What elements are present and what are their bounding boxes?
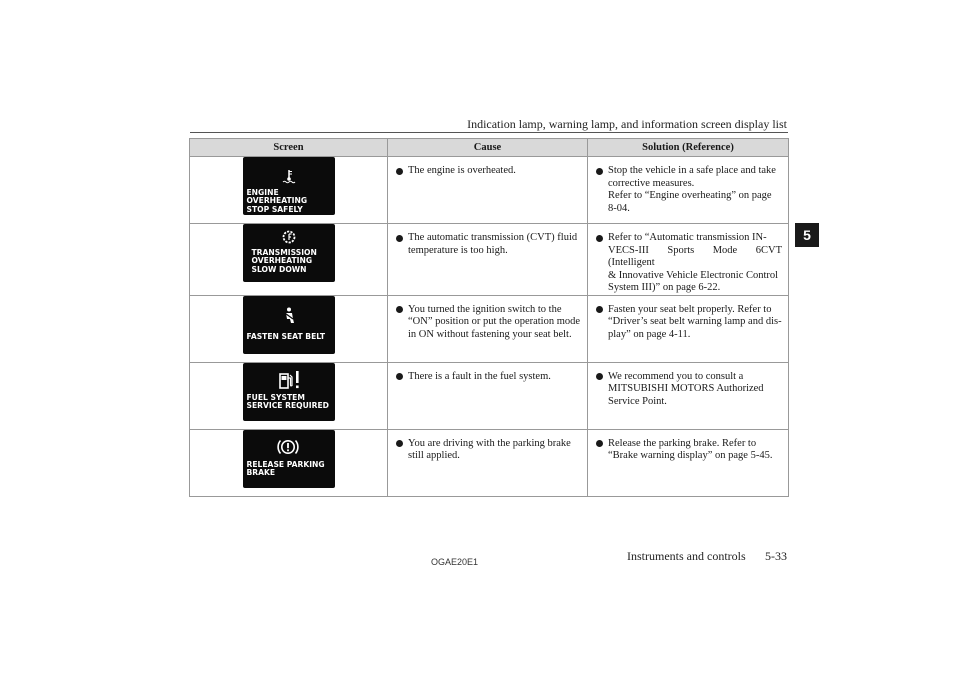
screen-line: BRAKE bbox=[246, 467, 276, 477]
bullet bbox=[396, 440, 403, 447]
cause-text: You turned the ignition switch to the bbox=[408, 303, 562, 315]
display-fuel-system bbox=[243, 363, 335, 421]
solution-text: Fasten your seat belt properly. Refer to bbox=[608, 303, 772, 315]
screen-line: TRANSMISSION bbox=[251, 248, 317, 257]
column-header-screen: Screen bbox=[190, 139, 388, 157]
table-row bbox=[190, 224, 789, 296]
running-header: Indication lamp, warning lamp, and information screen display list bbox=[467, 117, 787, 131]
cause-text: temperature is too high. bbox=[408, 244, 508, 256]
header-rule bbox=[190, 132, 788, 133]
bullet bbox=[596, 235, 603, 242]
screen-line: STOP SAFELY bbox=[246, 204, 303, 214]
solution-text: & Innovative Vehicle Electronic Control bbox=[608, 269, 779, 281]
bullet bbox=[596, 373, 603, 380]
bullet bbox=[396, 235, 403, 242]
solution-text: Stop the vehicle in a safe place and take bbox=[608, 165, 776, 176]
cause-text: in ON without fastening your seat belt. bbox=[408, 328, 572, 340]
solution-text: Refer to “Automatic transmission IN- bbox=[608, 232, 767, 243]
bullet bbox=[396, 306, 403, 313]
bullet bbox=[396, 168, 403, 175]
solution-text: Service Point. bbox=[608, 395, 667, 407]
section-name: Instruments and controls bbox=[627, 549, 746, 563]
table-row bbox=[190, 295, 789, 362]
solution-text: corrective measures. bbox=[608, 177, 695, 189]
bullet bbox=[596, 306, 603, 313]
display-fasten-seat-belt bbox=[243, 296, 335, 354]
table-row bbox=[190, 157, 789, 224]
solution-cell bbox=[588, 157, 789, 224]
table-header-row bbox=[190, 139, 789, 157]
solution-text: Refer to “Engine overheating” on page bbox=[608, 190, 772, 201]
screen-line: SLOW DOWN bbox=[251, 264, 307, 274]
screen-cell bbox=[190, 224, 388, 296]
brake-warning-icon bbox=[277, 437, 299, 457]
table-row bbox=[190, 429, 789, 496]
display-engine-overheating bbox=[243, 157, 335, 215]
screen-line: SERVICE REQUIRED bbox=[246, 400, 329, 410]
cause-text: still applied. bbox=[408, 450, 460, 461]
solution-cell bbox=[588, 224, 789, 296]
solution-text: System III)” on page 6-22. bbox=[608, 282, 721, 293]
cause-cell bbox=[388, 429, 588, 496]
seat-belt-icon bbox=[282, 307, 297, 324]
solution-text: play” on page 4-11. bbox=[608, 328, 691, 340]
cause-text: The engine is overheated. bbox=[408, 165, 516, 176]
column-header-cause: Cause bbox=[388, 139, 588, 157]
cause-cell bbox=[388, 157, 588, 224]
cause-cell bbox=[388, 295, 588, 362]
solution-text: “Driver’s seat belt warning lamp and dis- bbox=[608, 316, 782, 327]
screen-line: OVERHEATING bbox=[251, 256, 313, 266]
bullet bbox=[596, 168, 603, 175]
solution-cell bbox=[588, 295, 789, 362]
solution-text: MITSUBISHI MOTORS Authorized bbox=[608, 383, 764, 394]
cause-text: “ON” position or put the operation mode bbox=[408, 316, 581, 327]
bullet bbox=[396, 373, 403, 380]
solution-text: 8-04. bbox=[608, 202, 630, 214]
cause-text: The automatic transmission (CVT) fluid bbox=[408, 232, 578, 243]
transmission-gear-icon bbox=[281, 229, 297, 245]
solution-cell bbox=[588, 362, 789, 429]
cause-text: There is a fault in the fuel system. bbox=[408, 370, 551, 382]
display-transmission-overheating bbox=[243, 224, 335, 282]
solution-cell bbox=[588, 429, 789, 496]
cause-cell bbox=[388, 224, 588, 296]
screen-cell bbox=[190, 362, 388, 429]
solution-text: VECS-III Sports Mode 6CVT (Intelligent bbox=[608, 244, 782, 268]
chapter-tab: 5 bbox=[795, 223, 819, 247]
screen-cell bbox=[190, 157, 388, 224]
table-row bbox=[190, 362, 789, 429]
screen-cell bbox=[190, 295, 388, 362]
display-release-parking-brake bbox=[243, 430, 335, 488]
screen-line: FASTEN SEAT BELT bbox=[246, 331, 326, 341]
screen-cell bbox=[190, 429, 388, 496]
solution-text: We recommend you to consult a bbox=[608, 370, 744, 382]
solution-text: “Brake warning display” on page 5-45. bbox=[608, 450, 773, 461]
cause-text: You are driving with the parking brake bbox=[408, 437, 571, 449]
coolant-temperature-icon bbox=[281, 168, 297, 184]
page-number: 5-33 bbox=[765, 549, 787, 563]
solution-text: Release the parking brake. Refer to bbox=[608, 437, 757, 449]
screen-line: RELEASE PARKING bbox=[246, 459, 325, 469]
screen-line: FUEL SYSTEM bbox=[246, 392, 305, 402]
screen-line: ENGINE OVERHEATING bbox=[246, 188, 308, 206]
cause-cell bbox=[388, 362, 588, 429]
indicator-table bbox=[189, 138, 789, 497]
bullet bbox=[596, 440, 603, 447]
column-header-solution: Solution (Reference) bbox=[588, 139, 789, 157]
fuel-pump-warning-icon bbox=[277, 369, 303, 391]
document-code: OGAE20E1 bbox=[431, 557, 479, 567]
